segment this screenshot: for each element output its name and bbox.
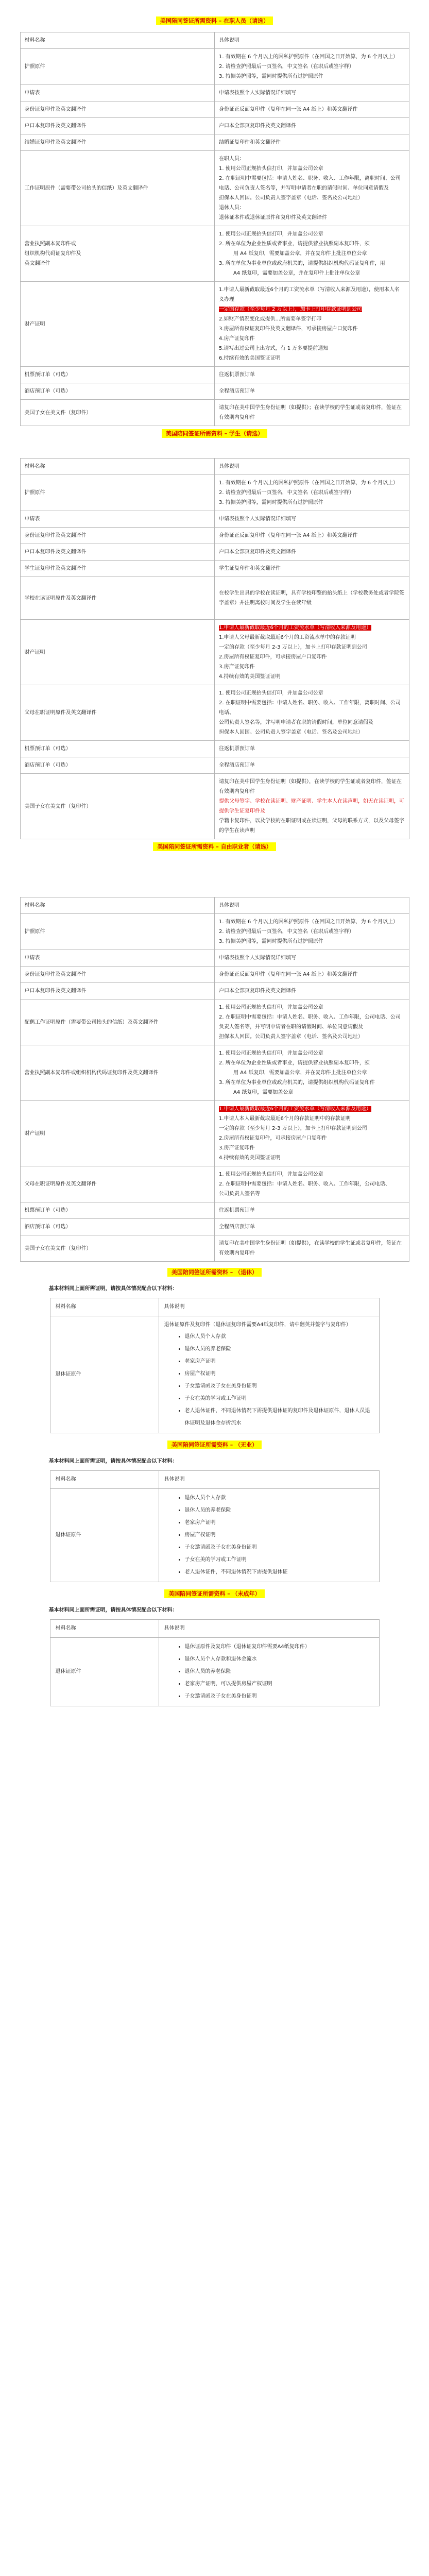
- table-row: [20, 1219, 409, 1235]
- row-name: 身份证复印件及英文翻译件: [20, 101, 215, 118]
- row-name: 营业执照副本复印件或 组织机构代码证复印件及 英文翻译件: [20, 226, 215, 282]
- list-item: • 退休人员个人存款: [185, 1331, 374, 1343]
- row-name: 工作证明原件（需要带公司抬头的信纸）及英文翻译件: [20, 151, 215, 226]
- header-desc: 具体说明: [159, 1620, 379, 1638]
- header-desc: 具体说明: [215, 32, 409, 49]
- list-item: • 退休人员的养老保险: [185, 1666, 374, 1678]
- row-name: 退休证原件: [50, 1638, 159, 1706]
- row-desc: 申请表按照个人实际情况详细填写: [215, 85, 409, 101]
- row-name: 护照原件: [20, 49, 215, 85]
- row-desc: 结婚证复印件和英文翻译件: [215, 134, 409, 151]
- section3-table: [20, 897, 409, 1262]
- table-row: [20, 101, 409, 118]
- list-item: • 老人退休证件，不同退休情况下需提供退休证: [185, 1566, 374, 1579]
- row-desc: 全程酒店预订单: [215, 383, 409, 400]
- row-name: 户口本复印件及英文翻译件: [20, 544, 215, 561]
- list-item: • 退休人员个人存款和退休金流水: [185, 1653, 374, 1666]
- table-row: [20, 757, 409, 774]
- list-item: • 老家房产证明: [185, 1355, 374, 1368]
- row-name: 护照原件: [20, 914, 215, 950]
- row-name: 申请表: [20, 950, 215, 967]
- row-name: 酒店预订单（可选）: [20, 757, 215, 774]
- row-desc: 身份证正反面复印件（复印在同一张 A4 纸上）和英文翻译件: [215, 528, 409, 544]
- table-row: [20, 741, 409, 757]
- row-desc: 在校学生出具的学校在读证明，具有学校印鉴的抬头纸上（学校教务处或者学院签字盖章）并注明离校时间及学生在读年级: [215, 577, 409, 620]
- section1-title: 美国陪同签证所需资料 – 在职人员（请选）: [0, 16, 429, 25]
- header-name: 材料名称: [50, 1298, 159, 1316]
- list-item: • 退休人员个人存款: [185, 1492, 374, 1504]
- row-name: 酒店预订单（可选）: [20, 1219, 215, 1235]
- table-row: [20, 226, 409, 282]
- row-name: 美国子女在美文件（复印件）: [20, 400, 215, 426]
- list-item: • 房屋产权证明: [185, 1529, 374, 1541]
- row-desc: 身份证正反面复印件（复印在同一张 A4 纸上）和英文翻译件: [215, 967, 409, 983]
- row-desc: 户口本全部页复印件及英文翻译件: [215, 118, 409, 134]
- table-row: [20, 544, 409, 561]
- header-desc: 具体说明: [215, 459, 409, 475]
- row-name: 酒店预订单（可选）: [20, 383, 215, 400]
- row-desc: 1.申请人最新截取最近6个月的工资流水单（写清收入来源及用途），使用本人名义办理 一定的存款（至少每月 2 万以上），加卡上打印存款证明到公司 2.如财产情况变化或提供...所需要单签字打印 3.房屋所有权证复印件及英文翻译件，可承接房屋户口复印件 4.房产证复印件 5.请写出过公司上出方式，有 1 万多要提前通知 6.持续有效的美国签证证明: [215, 282, 409, 367]
- row-desc: 1. 使用公司正规抬头信打印，并加盖公司公章 2. 所在单位为企业性质或者事业，请提供营业执照副本复印件，须 用 A4 纸复印，需要加盖公章，并在复印件上批注单位公章 3. 所在单位为事业单位或政府机关的，请提供组织机构代码证复印件，用 A4 纸复印，需要加盖公章，并在复印件上批注单位公章: [215, 226, 409, 282]
- row-name: 父母在职证明原件及英文翻译件: [20, 685, 215, 741]
- row-name: 申请表: [20, 511, 215, 528]
- table-row: [20, 950, 409, 967]
- row-desc: 请复印在美中国学生身份证明（如提供），在读学校的学生证或者复印件，签证在有效期内复印件: [215, 1235, 409, 1262]
- row-desc: 身份证正反面复印件（复印在同一张 A4 纸上）和英文翻译件: [215, 101, 409, 118]
- row-desc: 1. 有效期在 6 个月以上的因私护照原件（在回国之日开始算，为 6 个月以上） 2. 请检查护照最后一页签名，中文签名（在职后或签字样） 3. 持据美护照等，需同时提供所有过护照原件: [215, 49, 409, 85]
- header-name: 材料名称: [20, 459, 215, 475]
- table-row: [20, 49, 409, 85]
- list-item: • 退休证原件及复印件（退休证复印件需要A4纸复印件）: [185, 1641, 374, 1653]
- row-desc: 1.申请人最新截取最近6个月的工资流水单（写清收入来源及用途） 1.申请人父母最新截取最近6个月的工资流水单中的存款证明 一定的存款（至少每月 2-3 万以上），加卡上打印存款证明到公司 2.房屋所有权证复印件，可承接房屋户口复印件 3.房产证复印件 4.持续有效的美国签证证明: [215, 620, 409, 685]
- table-row: [20, 118, 409, 134]
- list-item: • 子女邀请函及子女在美身份证明: [185, 1541, 374, 1554]
- table-row: [20, 1235, 409, 1262]
- table-row: [20, 528, 409, 544]
- row-desc: 户口本全部页复印件及英文翻译件: [215, 544, 409, 561]
- header-name: 材料名称: [50, 1620, 159, 1638]
- section4-table: [50, 1298, 380, 1433]
- table-row: [20, 400, 409, 426]
- row-desc: 退休证原件及复印件（退休证复印件需要A4纸复印件，请中翻英并签字与复印件） • 退休人员个人存款 • 退休人员的养老保险 • 老家房产证明 • 房屋产权证明 • 子女邀请函及子女在美身份证明 • 子女在美的学习或工作证明 • 老人退休证件，不同退休情况下需提供退休证的复印件及退休证原件，退休人员退休证明及退休金存折流水: [159, 1316, 379, 1433]
- row-name: 财产证明: [20, 620, 215, 685]
- row-name: 机票预订单（可选）: [20, 741, 215, 757]
- row-desc: [159, 1489, 379, 1582]
- section4-intro: 基本材料同上面所需证明，请按具体情况配合以下材料：: [48, 1286, 178, 1292]
- section6-table: [50, 1619, 380, 1706]
- row-name: 营业执照副本复印件或组织机构代码证复印件及英文翻译件: [20, 1045, 215, 1101]
- table-row: [20, 1166, 409, 1202]
- section6-intro: 基本材料同上面所需证明，请按具体情况配合以下材料：: [48, 1607, 178, 1613]
- table-row: [20, 475, 409, 511]
- row-name: 申请表: [20, 85, 215, 101]
- row-desc: 申请表按照个人实际情况详细填写: [215, 511, 409, 528]
- row-name: 护照原件: [20, 475, 215, 511]
- row-name: 财产证明: [20, 1101, 215, 1166]
- table-row: [20, 967, 409, 983]
- table-row: [20, 620, 409, 685]
- row-name: 美国子女在美文件（复印件）: [20, 774, 215, 839]
- section2-title: 美国陪同签证所需资料 – 学生（请选）: [0, 429, 429, 437]
- row-name: 父母在职证明原件及英文翻译件: [20, 1166, 215, 1202]
- list-item: • 老人退休证件，不同退休情况下需提供退休证的复印件及退休证原件，退休人员退休证明及退休金存折流水: [185, 1405, 374, 1430]
- table-row: [20, 367, 409, 383]
- header-name: 材料名称: [50, 1471, 159, 1489]
- list-item: • 房屋产权证明: [185, 1368, 374, 1380]
- list-item: • 老家房产证明，可以提供房屋产权证明: [185, 1678, 374, 1690]
- row-desc: 学生证复印件和英文翻译件: [215, 561, 409, 577]
- row-name: 身份证复印件及英文翻译件: [20, 967, 215, 983]
- table-row: [20, 914, 409, 950]
- row-name: 退休证原件: [50, 1316, 159, 1433]
- header-name: 材料名称: [20, 897, 215, 914]
- row-desc: 往返机票预订单: [215, 367, 409, 383]
- row-desc: 1.申请人最新截取最近6个月的工资流水单（写清收入来源及用途） 1.申请人本人最新截取最近6个月的存款证明中的存款证明 一定的存款（至少每月 2-3 万以上），加卡上打印存款证明到公司 2.房屋所有权证复印件，可承接房屋户口复印件 3.房产证复印件 4.持续有效的美国签证证明: [215, 1101, 409, 1166]
- table-header: [50, 1471, 379, 1489]
- row-desc: 全程酒店预订单: [215, 1219, 409, 1235]
- table-row: [20, 999, 409, 1045]
- table-row: [20, 383, 409, 400]
- table-row: [20, 774, 409, 839]
- table-row: [20, 577, 409, 620]
- row-name: 结婚证复印件及英文翻译件: [20, 134, 215, 151]
- section2-table: [20, 458, 409, 839]
- table-row: [20, 685, 409, 741]
- section6-title: 美国陪同签证所需资料 – （未成年）: [0, 1589, 429, 1598]
- row-desc: 1. 有效期在 6 个月以上的因私护照原件（在回国之日开始算，为 6 个月以上） 2. 请检查护照最后一页签名，中文签名（在职后或签字样） 3. 持据美护照等，需同时提供所有过护照原件: [215, 914, 409, 950]
- list-item: • 子女在美的学习或工作证明: [185, 1554, 374, 1566]
- table-row: [20, 1045, 409, 1101]
- table-header: [20, 459, 409, 475]
- table-row: [50, 1316, 379, 1433]
- row-desc: 1. 使用公司正规抬头信打印，并加盖公司公章 2. 在职证明中需要包括：申请人姓名、职务、收入、工作年限，离职时间、公司电话、 公司负责人签名等，并写明申请者在职的请假时间，单位同意请假及 担保本人回国。公司负责人签字盖章（电话、签名及公司地址）: [215, 685, 409, 741]
- list-item: • 退休人员的养老保险: [185, 1343, 374, 1355]
- header-desc: 具体说明: [159, 1298, 379, 1316]
- row-desc: 往返机票预订单: [215, 1202, 409, 1219]
- list-item: • 子女邀请函及子女在美身份证明: [185, 1380, 374, 1393]
- row-name: 学生证复印件及英文翻译件: [20, 561, 215, 577]
- row-name: 学校在读证明原件及英文翻译件: [20, 577, 215, 620]
- row-desc: 1. 使用公司正规抬头信打印，并加盖公司公章 2. 所在单位为企业性质或者事业，请提供营业执照副本复印件，须 用 A4 纸复印，需要加盖公章，并在复印件上批注单位公章 3. 所在单位为事业单位或政府机关的，请提供组织机构代码证复印件 A4 纸复印，需要加盖公章: [215, 1045, 409, 1101]
- row-desc: 在职人员： 1. 使用公司正规抬头信打印，并加盖公司公章 2. 在职证明中需要包括：申请人姓名、职务、收入、工作年限，离职时间、公司电话、公司负责人签名等，并写明申请者在职的请假时间、单位同意请假及 担保本人回国。公司负责人签字盖章（电话、签名及公司地址） 退休人员： 退休证本件或退休证原件和复印件及英文翻译件: [215, 151, 409, 226]
- table-header: [20, 897, 409, 914]
- row-desc: 往返机票预订单: [215, 741, 409, 757]
- row-name: 配偶工作证明原件（需要带公司抬头的信纸）及英文翻译件: [20, 999, 215, 1045]
- table-row: [20, 151, 409, 226]
- row-name: 机票预订单（可选）: [20, 367, 215, 383]
- header-name: 材料名称: [20, 32, 215, 49]
- section5-table: [50, 1470, 380, 1582]
- section3-title: 美国陪同签证所需资料 – 自由职业者（请选）: [0, 842, 429, 851]
- row-desc: 请复印在美中国学生身份证明（如提供）；在读学校的学生证或者复印件，签证在有效期内复印件: [215, 400, 409, 426]
- section5-title: 美国陪同签证所需资料 – （无业）: [0, 1440, 429, 1449]
- table-row: [20, 511, 409, 528]
- table-row: [20, 1202, 409, 1219]
- section1-table: [20, 32, 409, 426]
- table-row: [20, 282, 409, 367]
- row-desc: 申请表按照个人实际情况详细填写: [215, 950, 409, 967]
- table-row: [20, 561, 409, 577]
- table-row: [20, 1101, 409, 1166]
- header-desc: 具体说明: [215, 897, 409, 914]
- header-desc: 具体说明: [159, 1471, 379, 1489]
- list-item: • 老家房产证明: [185, 1517, 374, 1529]
- row-desc: 全程酒店预订单: [215, 757, 409, 774]
- row-name: 身份证复印件及英文翻译件: [20, 528, 215, 544]
- row-desc: 1. 使用公司正规抬头信打印，并加盖公司公章 2. 在职证明中需要包括：申请人姓名、职务、收入、工作年限，公司电话、 公司负责人签名等: [215, 1166, 409, 1202]
- table-row: [20, 983, 409, 999]
- table-header: [50, 1298, 379, 1316]
- row-desc: 1. 有效期在 6 个月以上的因私护照原件（在回国之日开始算，为 6 个月以上） 2. 请检查护照最后一页签名，中文签名（在职后或签字样） 3. 持据美护照等，需同时提供所有过护照原件: [215, 475, 409, 511]
- list-item: • 子女邀请函及子女在美身份证明: [185, 1690, 374, 1703]
- table-row: [50, 1638, 379, 1706]
- row-name: 户口本复印件及英文翻译件: [20, 983, 215, 999]
- row-name: 财产证明: [20, 282, 215, 367]
- row-desc: [159, 1638, 379, 1706]
- section5-intro: 基本材料同上面所需证明，请按具体情况配合以下材料：: [48, 1459, 178, 1464]
- section4-title: 美国陪同签证所需资料 – （退休）: [0, 1268, 429, 1276]
- row-desc: 1. 使用公司正规抬头信打印，并加盖公司公章 2. 在职证明中需要包括：申请人姓名、职务、收入、工作年限，公司电话、公司负责人签名等，并写明申请者在职的请假时间、单位同意请假及 担保本人回国。公司负责人签字盖章（电话、签名及公司地址）: [215, 999, 409, 1045]
- table-row: [50, 1489, 379, 1582]
- row-name: 户口本复印件及英文翻译件: [20, 118, 215, 134]
- row-desc: 户口本全部页复印件及英文翻译件: [215, 983, 409, 999]
- table-row: [20, 85, 409, 101]
- row-name: 退休证原件: [50, 1489, 159, 1582]
- row-desc: 请复印在美中国学生身份证明（如提供），在读学校的学生证或者复印件，签证在有效期内复印件 提供父母签字、学校在读证明、财产证明、学生本人在读声明，如无在读证明，可提供学生证复印件及 学籍卡复印件，以及学校的在职证明或在读证明，父母的联系方式，以及父母签字的学生在读声明: [215, 774, 409, 839]
- list-item: • 退休人员的养老保险: [185, 1504, 374, 1517]
- list-item: • 子女在美的学习或工作证明: [185, 1393, 374, 1405]
- table-row: [20, 134, 409, 151]
- row-name: 美国子女在美文件（复印件）: [20, 1235, 215, 1262]
- table-header: [20, 32, 409, 49]
- row-name: 机票预订单（可选）: [20, 1202, 215, 1219]
- table-header: [50, 1620, 379, 1638]
